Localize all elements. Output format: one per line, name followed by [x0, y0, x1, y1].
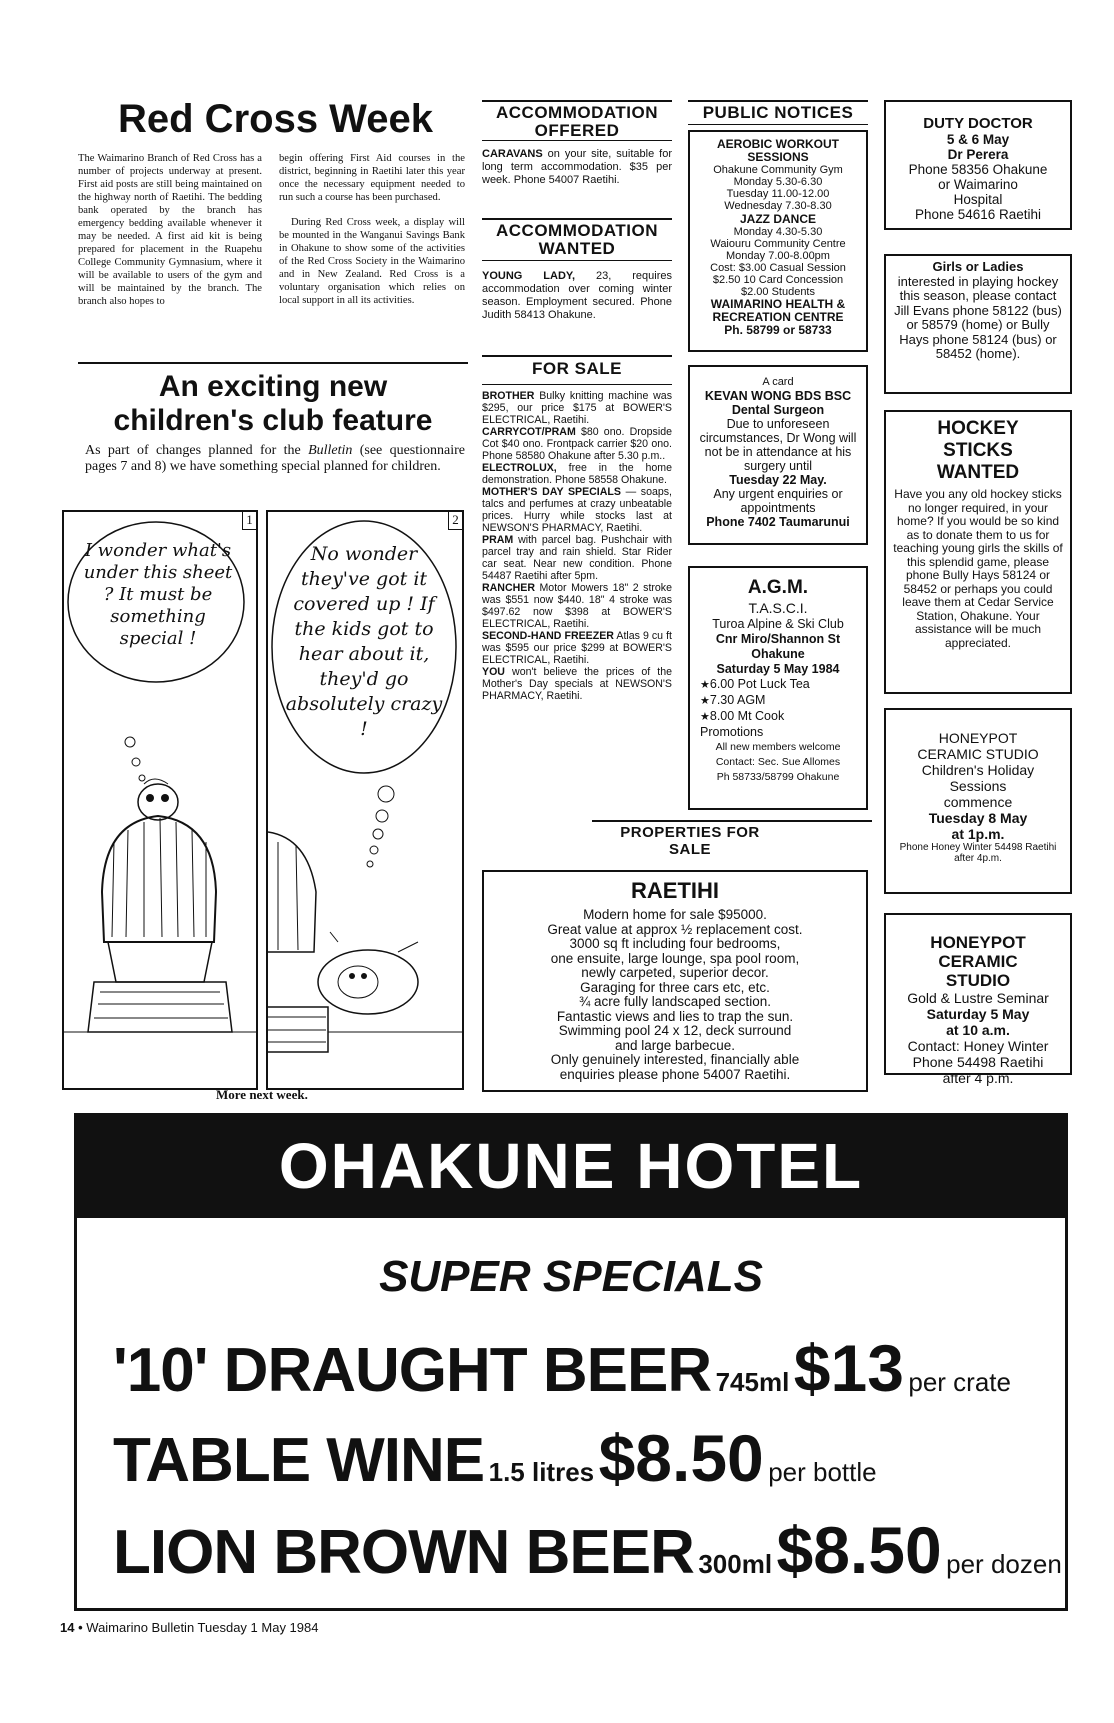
- agm-item: ★ 7.30 AGM: [694, 693, 862, 709]
- comic-panel-1: [62, 510, 258, 1090]
- page-footer: [60, 1620, 318, 1635]
- special-unit: per dozen: [946, 1549, 1062, 1579]
- divider: [78, 362, 468, 364]
- list-item: YOU won't believe the prices of the Mother's Day specials at NEWSON'S PHARMACY, Raetihi.: [482, 666, 672, 702]
- special-size: 300ml: [698, 1549, 773, 1579]
- public-notices-title: PUBLIC NOTICES: [702, 103, 854, 122]
- red-cross-title: Red Cross Week: [118, 97, 433, 141]
- special-item: '10' DRAUGHT BEER: [113, 1336, 712, 1405]
- accommodation-offered-ad: CARAVANS on your site, suitable for long term accommodation. $35 per week. Phone 54007 Raetihi.: [482, 148, 672, 186]
- divider: [482, 140, 672, 141]
- divider: [688, 100, 868, 102]
- hotel-name: OHAKUNE HOTEL: [278, 1130, 864, 1202]
- list-item: SECOND-HAND FREEZER Atlas 9 cu ft was $595 our price $299 at BOWER'S ELECTRICAL, Raetihi.: [482, 630, 672, 666]
- hotel-ad: [74, 1113, 1068, 1611]
- childrens-club-title: [78, 370, 468, 438]
- childrens-club-title-line1: An exciting new: [158, 370, 388, 403]
- accommodation-offered-title: ACCOMMODATION OFFERED: [496, 103, 658, 140]
- special-row: [113, 1330, 1053, 1414]
- agm-item: ★ 6.00 Pot Luck Tea: [694, 677, 862, 693]
- agm-notice: A.G.M. T.A.S.C.I. Turoa Alpine & Ski Club Cnr Miro/Shannon St Ohakune Saturday 5 May 1984 ★ 6.00 Pot Luck Tea ★ 7.30 AGM ★ 8.00 Mt Cook Promotions All new members welcome Contact: Sec. Sue Allomes Ph 58733/58799 Ohakune: [688, 566, 868, 810]
- divider: [482, 355, 672, 357]
- agm-item: ★ 8.00 Mt Cook: [694, 709, 862, 725]
- red-cross-col2: [279, 152, 465, 307]
- footer-bullet: •: [78, 1620, 83, 1635]
- special-size: 745ml: [715, 1367, 790, 1397]
- red-cross-col1: The Waimarino Branch of Red Cross has a number of projects underway at present. First aid posts are still being maintained on the highway north of Raetihi. The bedding bank operated by the branch has emergency bedding available whenever it may be needed. A first aid kit is being prepared for placement in the Ruapehu College Community Gymnasium, where it will be available to users of the gym and will be maintained by the branch. The branch also hopes to: [78, 153, 262, 307]
- hockey-sticks-box: HOCKEY STICKS WANTED Have you any old hockey sticks no longer required, in your home? If you would be so kind as to donate them to us for teaching young girls the skills of this splendid game, please phone Bully Hays 58124 or 58452 or perhaps you could leave them at Cedar Service Station, Ohakune. Your assistance will be much appreciated.: [884, 410, 1072, 694]
- super-specials-heading: SUPER SPECIALS: [379, 1252, 763, 1301]
- special-item: TABLE WINE: [113, 1426, 485, 1495]
- comic-caption: More next week.: [216, 1087, 308, 1102]
- aerobic-notice: AEROBIC WORKOUT SESSIONS Ohakune Community Gym Monday 5.30-6.30 Tuesday 11.00-12.00 Wednesday 7.30-8.30 JAZZ DANCE Monday 4.30-5.30 Waiouru Community Centre Monday 7.00-8.00pm Cost: $3.00 Casual Session $2.50 10 Card Concession $2.00 Students WAIMARINO HEALTH & RECREATION CENTRE Ph. 58799 or 58733: [688, 130, 868, 352]
- list-item: CARRYCOT/PRAM $80 ono. Dropside Cot $40 ono. Frontpack carrier $20 ono. Phone 58580 Ohakune after 5.30 p.m..: [482, 426, 672, 462]
- speech-bubble-1: I wonder what's under this sheet ? It must be something special !: [83, 540, 233, 649]
- special-price: $13: [793, 1331, 904, 1405]
- special-price: $8.50: [776, 1513, 942, 1587]
- duty-doctor-box: DUTY DOCTOR 5 & 6 May Dr Perera Phone 58356 Ohakune or Waimarino Hospital Phone 54616 Raetihi: [884, 100, 1072, 230]
- divider: [688, 124, 868, 125]
- list-item: ELECTROLUX, free in the home demonstration. Phone 58558 Ohakune.: [482, 462, 672, 486]
- hockey-players-box: Girls or Ladies interested in playing hockey this season, please contact Jill Evans phone 58122 (bus) or 58579 (home) or Bully Hays phone 58124 (bus) or 58452 (home).: [884, 254, 1072, 394]
- list-item: MOTHER'S DAY SPECIALS — soaps, talcs and perfumes at crazy unbeatable prices. Hurry while stocks last at NEWSON'S PHARMACY, Raetihi.: [482, 486, 672, 534]
- for-sale-title: FOR SALE: [532, 359, 622, 378]
- red-cross-col2-para2: During Red Cross week, a display will be mounted in the Wanganui Savings Bank in Ohakune to show some of the activities of the Red Cross Society in the Waimarino and in New Zealand. Red Cross is a voluntary organisation which relies on local support in all its activities.: [279, 217, 465, 306]
- list-item: PRAM with parcel bag. Pushchair with parcel tray and rain shield. Star Rider car seat. Near new condition. Phone 54487 Raetihi after 5pm.: [482, 534, 672, 582]
- special-item: LION BROWN BEER: [113, 1518, 694, 1587]
- special-row: [113, 1512, 1062, 1596]
- panel-number: 1: [242, 512, 256, 530]
- page-number: 14: [60, 1620, 75, 1635]
- accommodation-wanted-ad: YOUNG LADY, 23, requires accommodation over coming winter season. Employment secured. Phone Judith 58413 Ohakune.: [482, 270, 672, 321]
- special-unit: per bottle: [768, 1457, 877, 1487]
- divider: [482, 100, 672, 102]
- honeypot-seminar-box: HONEYPOT CERAMIC STUDIO Gold & Lustre Seminar Saturday 5 May at 10 a.m. Contact: Honey Winter Phone 54498 Raetihi after 4 p.m.: [884, 913, 1072, 1075]
- publication-line: Waimarino Bulletin Tuesday 1 May 1984: [86, 1620, 319, 1635]
- special-unit: per crate: [908, 1367, 1011, 1397]
- divider: [482, 384, 672, 385]
- properties-title: PROPERTIES FOR SALE: [620, 824, 760, 858]
- comic-panel-2: [266, 510, 464, 1090]
- for-sale-list: [482, 390, 672, 702]
- hotel-banner: [77, 1116, 1065, 1218]
- red-cross-col2-para1: begin offering First Aid courses in the district, beginning in Raetihi later this year once the necessary equipment needed to run such a course has been purchased.: [279, 153, 465, 203]
- accommodation-wanted-title: ACCOMMODATION WANTED: [496, 221, 658, 258]
- divider: [482, 260, 672, 261]
- list-item: RANCHER Motor Mowers 18" 2 stroke was $551 now $440. 18" 4 stroke was $497.62 now $398 at BOWER'S ELECTRICAL, Raetihi.: [482, 582, 672, 630]
- honeypot-holiday-box: HONEYPOT CERAMIC STUDIO Children's Holiday Sessions commence Tuesday 8 May at 1p.m. Phone Honey Winter 54498 Raetihi after 4p.m.: [884, 708, 1072, 894]
- childrens-club-title-line2: children's club feature: [113, 404, 433, 437]
- speech-bubble-2: No wonder they've got it covered up ! If the kids got to hear about it, they'd go absolutely crazy !: [285, 543, 443, 740]
- panel-number: 2: [448, 512, 462, 530]
- special-size: 1.5 litres: [488, 1457, 595, 1487]
- divider: [592, 820, 872, 822]
- list-item: BROTHER Bulky knitting machine was $295, our price $175 at BOWER'S ELECTRICAL, Raetihi.: [482, 390, 672, 426]
- raetihi-property-ad: RAETIHI Modern home for sale $95000. Great value at approx ½ replacement cost. 3000 sq ft including four bedrooms, one ensuite, large lounge, spa pool room, newly carpeted, superior decor. Garaging for three cars etc, etc. ¾ acre fully landscaped section. Fantastic views and lies to trap the sun. Swimming pool 24 x 12, deck surround and large barbecue. Only genuinely interested, financially able enquiries please phone 54007 Raetihi.: [482, 870, 868, 1092]
- dental-notice: A card KEVAN WONG BDS BSC Dental Surgeon Due to unforeseen circumstances, Dr Wong will not be in attendance at his surgery until Tuesday 22 May. Any urgent enquiries or appointments Phone 7402 Taumarunui: [688, 365, 868, 545]
- childrens-club-intro: As part of changes planned for the Bulletin (see questionnaire pages 7 and 8) we have something special planned for children.: [85, 443, 465, 474]
- divider: [482, 218, 672, 220]
- special-price: $8.50: [598, 1421, 764, 1495]
- special-row: [113, 1420, 1053, 1504]
